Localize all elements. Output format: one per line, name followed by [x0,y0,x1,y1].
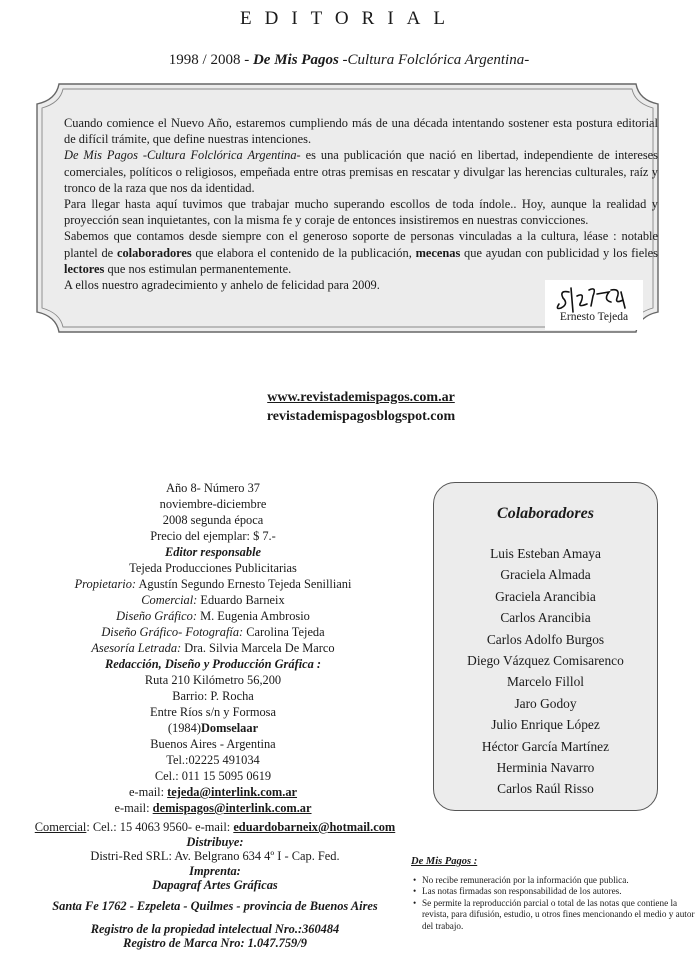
editorial-subtitle [0,52,698,69]
commercial-contact-text: : Cel.: 15 4063 9560- e-mail: [86,820,234,834]
email-label: e-mail: [114,801,153,815]
collaborators-title: Colaboradores [497,505,594,522]
signature-block [545,280,643,330]
printer-value: Dapagraf Artes Gráficas [152,878,278,893]
phone: Tel.:02225 491034 [166,753,260,767]
commercial-line [0,592,426,608]
email-line [0,784,426,800]
website-link[interactable]: www.revistademispagos.com.ar [267,390,455,405]
photo-label: Diseño Gráfico- Fotografía: [101,625,244,639]
collaborator-name: Diego Vázquez Comisarenco [467,653,624,669]
collaborator-name: Jaro Godoy [514,695,577,711]
design-label: Diseño Gráfico: [116,609,197,623]
distribution-info [0,820,430,951]
editorial-paragraph: Cuando comience el Nuevo Año, estaremos cumpliendo más de una década intentando sostener esta postura editorial de difícil trámite, que define nuestras intenciones. [64,116,658,147]
collaborators-list [434,543,657,800]
postal-code: (1984) [167,721,201,735]
paragraph-text: que nos estimulan permanentemente. [104,261,292,276]
design-line [0,608,426,624]
note-item: • Se permite la reproducción parcial o total de las notas que contiene la revista, para difusión, estudio, u otros fines mencionando el medio y autor del trabajo. [422,898,695,933]
commercial-contact-label: Comercial [34,820,87,834]
editorial-paragraph: Para llegar hasta aquí tuvimos que trabajar mucho superando escollos de toda índole.. Hoy, aunque la realidad y proyección sean inquietantes, con la misma fe y coraje de entonces insistiremos en nuestras convicciones. [64,197,658,228]
commercial-value: Eduardo Barneix [197,593,285,607]
paragraph-text: que elabora el contenido de la publicación, [191,245,416,260]
readers-word: lectores [64,261,105,276]
signature-name: Ernesto Tejeda [559,311,629,323]
disclaimer-notes [411,856,695,933]
town-name: Domselaar [200,721,259,735]
issue-price: Precio del ejemplar: $ 7.- [150,529,276,543]
collaborator-name: Herminia Navarro [496,760,595,776]
masthead-info [0,480,426,816]
subtitle-years: 1998 / 2008 - [168,52,253,68]
editor-label: Editor responsable [164,545,262,559]
blog-link[interactable]: revistademispagosblogspot.com [266,409,456,424]
issue-epoch: 2008 segunda época [162,513,264,527]
paragraph-text: es una publicación que nació en libertad, independiente de intereses comerciales, políticos o religiosos, empeñada entre otras premisas en rescatar y divulgar las herencias culturales, raíz y tronco de la raza que nos da identidad. [64,148,658,195]
note-item: • Las notas firmadas son responsabilidad de los autores. [422,886,695,898]
owner-line [0,576,426,592]
collaborator-name: Luis Esteban Amaya [490,546,601,561]
editor-value: Tejeda Producciones Publicitarias [129,561,297,575]
editorial-paragraph [64,147,658,196]
commercial-email-link[interactable]: eduardobarneix@hotmail.com [233,820,396,834]
collaborator-name: Carlos Arancibia [500,610,591,626]
address-line [0,720,426,736]
collaborators-word: colaboradores [116,245,192,260]
registry-trademark: Registro de Marca Nro: 1.047.759/9 [123,936,307,951]
collaborator-name: Graciela Almada [500,567,591,583]
email-label: e-mail: [128,785,168,799]
magazine-name: De Mis Pagos -Cultura Folclórica Argentina- [64,148,301,163]
subtitle-tagline: -Cultura Folclórica Argentina- [338,52,530,68]
email-link[interactable]: tejeda@interlink.com.ar [167,785,298,799]
design-value: M. Eugenia Ambrosio [196,609,310,623]
collaborators-box [433,482,658,811]
printer-label: Imprenta: [189,863,241,878]
collaborator-name: Héctor García Martínez [481,738,610,754]
owner-label: Propietario: [74,577,137,591]
collaborator-name: Julio Enrique López [491,717,600,733]
issue-months: noviembre-diciembre [159,497,267,511]
collaborator-name: Carlos Raúl Risso [497,781,594,797]
legal-value: Dra. Silvia Marcela De Marco [181,641,335,655]
editorial-paragraph [64,228,658,277]
collaborator-name: Carlos Adolfo Burgos [486,631,605,647]
email-line [0,800,426,816]
editorial-paragraph: A ellos nuestro agradecimiento y anhelo de felicidad para 2009. [64,278,380,293]
subtitle-magazine-name: De Mis Pagos [252,52,339,68]
notes-heading: De Mis Pagos : [411,856,478,867]
paragraph-text: Sabemos que contamos desde siempre con el generoso soporte de personas vinculadas a la cultura, léase : notable plantel de [64,229,658,260]
owner-value: Agustín Segundo Ernesto Tejeda Senilliani [136,577,352,591]
distributor-label: Distribuye: [186,834,244,849]
commercial-contact-line [0,820,430,835]
note-item: • No recibe remuneración por la información que publica. [422,875,695,887]
editorial-heading: EDITORIAL [240,8,458,29]
paragraph-text: que ayudan con publicidad y los fieles [460,245,658,260]
photo-value: Carolina Tejeda [243,625,325,639]
distributor-value: Distri-Red SRL: Av. Belgrano 634 4º I - Cap. Fed. [90,849,340,864]
collaborator-name: Marcelo Fillol [507,674,584,690]
printer-address: Santa Fe 1762 - Ezpeleta - Quilmes - provincia de Buenos Aires [52,898,378,913]
legal-line [0,640,426,656]
address-line: Ruta 210 Kilómetro 56,200 [144,673,282,687]
patrons-word: mecenas [415,245,461,260]
address-line: Entre Ríos s/n y Formosa [150,705,276,719]
cell-phone: Cel.: 011 15 5095 0619 [154,769,272,783]
photo-line [0,624,426,640]
address-line: Buenos Aires - Argentina [150,737,276,751]
collaborator-name: Graciela Arancibia [495,588,596,604]
registry-intellectual-property: Registro de la propiedad intelectual Nro.:360484 [90,921,340,936]
editorial-body [64,115,658,293]
commercial-label: Comercial: [141,593,198,607]
email-link[interactable]: demispagos@interlink.com.ar [152,801,312,815]
notes-list [411,875,695,933]
production-label: Redacción, Diseño y Producción Gráfica : [104,657,322,671]
issue-number: Año 8- Número 37 [166,481,260,495]
address-line: Barrio: P. Rocha [172,689,254,703]
legal-label: Asesoría Letrada: [91,641,182,655]
